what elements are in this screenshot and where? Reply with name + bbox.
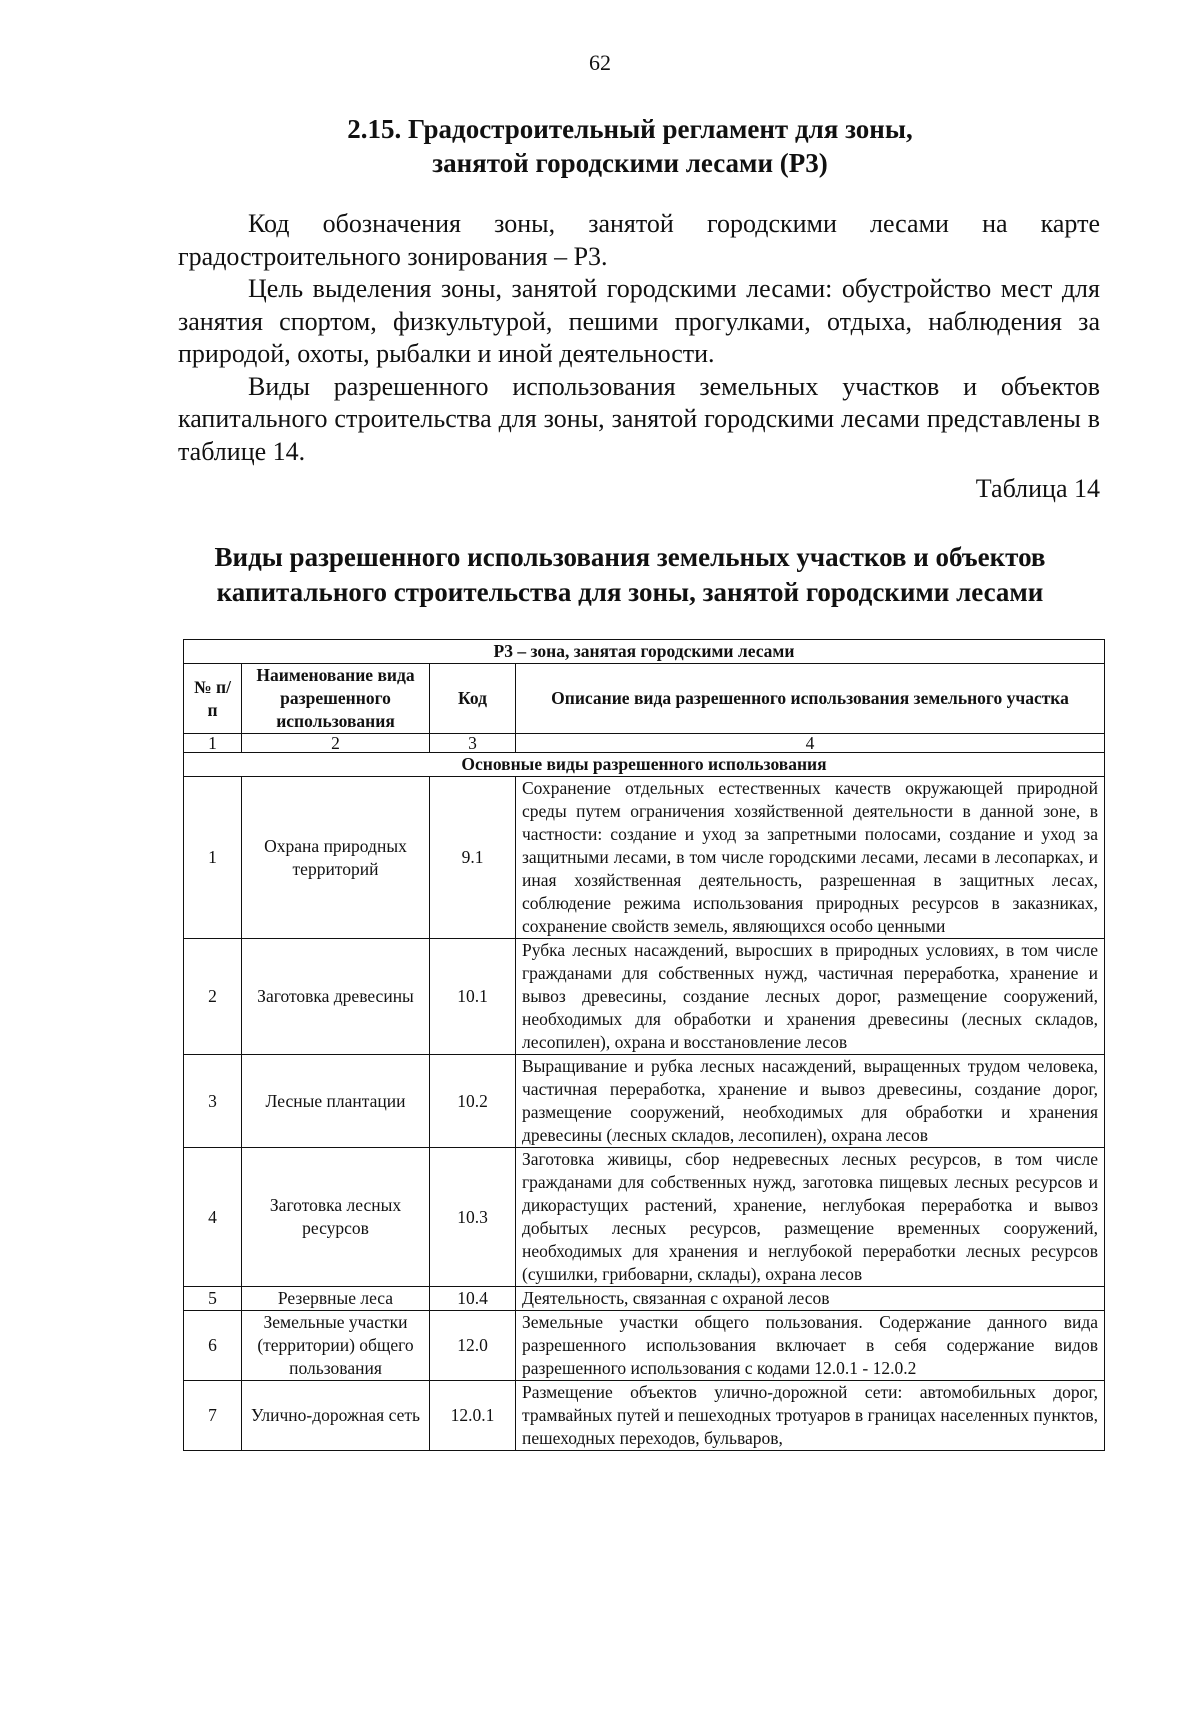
body-text xyxy=(178,208,1100,468)
section-title-line-1: 2.15. Градостроительный регламент для зоны, xyxy=(347,114,913,144)
row-use-name: Земельные участки (территории) общего пользования xyxy=(242,1311,430,1381)
row-use-name: Охрана природных территорий xyxy=(242,777,430,939)
paragraph-table-reference: Виды разрешенного использования земельных участков и объектов капитального строительства для зоны, занятой городскими лесами представлены в таблице 14. xyxy=(178,371,1100,466)
row-code: 10.1 xyxy=(430,939,516,1055)
row-description: Деятельность, связанная с охраной лесов xyxy=(516,1287,1105,1311)
section-header-row xyxy=(184,753,1105,777)
column-header-description: Описание вида разрешенного использования земельного участка xyxy=(516,664,1105,734)
row-use-name: Заготовка лесных ресурсов xyxy=(242,1148,430,1287)
table-title xyxy=(130,540,1130,610)
row-description: Рубка лесных насаждений, выросших в природных условиях, в том числе гражданами для собственных нужд, частичная переработка, хранение и вывоз древесины, создание лесных дорог, размещение сооружений, необходимых для обработки и хранения древесины (лесных складов, лесопилен), охрана и восстановление лесов xyxy=(516,939,1105,1055)
row-description: Сохранение отдельных естественных качеств окружающей природной среды путем ограничения хозяйственной деятельности в данной зоне, в частности: создание и уход за запретными полосами, создание и уход за защитными лесами, в том числе городскими лесами, лесами в лесопарках, и иная хозяйственная деятельность, разрешенная в защитных лесах, соблюдение режима использования природных ресурсов в заказниках, сохранение свойств земель, являющихся особо ценными xyxy=(516,777,1105,939)
row-number: 2 xyxy=(184,939,242,1055)
row-number: 3 xyxy=(184,1055,242,1148)
row-description: Заготовка живицы, сбор недревесных лесных ресурсов, в том числе гражданами для собственных нужд, заготовка пищевых лесных ресурсов и дикорастущих растений, хранение, неглубокая переработка и вывоз добытых лесных ресурсов, размещение временных сооружений, необходимых для хранения и неглубокой переработки лесных ресурсов (сушилки, грибоварни, склады), охрана лесов xyxy=(516,1148,1105,1287)
zone-header: Р3 – зона, занятая городскими лесами xyxy=(184,640,1105,664)
column-header-code: Код xyxy=(430,664,516,734)
table-title-line-2: капитального строительства для зоны, занятой городскими лесами xyxy=(216,577,1044,607)
row-code: 10.3 xyxy=(430,1148,516,1287)
column-number: 4 xyxy=(516,734,1105,753)
row-code: 10.2 xyxy=(430,1055,516,1148)
zone-header-row xyxy=(184,640,1105,664)
row-number: 7 xyxy=(184,1381,242,1451)
row-code: 9.1 xyxy=(430,777,516,939)
section-title xyxy=(250,112,1010,180)
table-row xyxy=(184,1287,1105,1311)
row-description: Размещение объектов улично-дорожной сети: автомобильных дорог, трамвайных путей и пешеходных тротуаров в границах населенных пунктов, пешеходных переходов, бульваров, xyxy=(516,1381,1105,1451)
row-use-name: Заготовка древесины xyxy=(242,939,430,1055)
table-row xyxy=(184,939,1105,1055)
land-use-table xyxy=(183,639,1105,1451)
row-description: Выращивание и рубка лесных насаждений, выращенных трудом человека, частичная переработка, хранение и вывоз древесины, создание дорог, размещение сооружений, необходимых для обработки и хранения древесины (лесных складов, лесопилен), охрана лесов xyxy=(516,1055,1105,1148)
column-header-number: № п/п xyxy=(184,664,242,734)
row-number: 6 xyxy=(184,1311,242,1381)
column-number: 2 xyxy=(242,734,430,753)
row-code: 12.0.1 xyxy=(430,1381,516,1451)
column-number-row xyxy=(184,734,1105,753)
section-title-line-2: занятой городскими лесами (Р3) xyxy=(432,148,828,178)
row-number: 4 xyxy=(184,1148,242,1287)
column-number: 3 xyxy=(430,734,516,753)
row-code: 12.0 xyxy=(430,1311,516,1381)
row-use-name: Улично-дорожная сеть xyxy=(242,1381,430,1451)
row-code: 10.4 xyxy=(430,1287,516,1311)
row-number: 1 xyxy=(184,777,242,939)
table-row xyxy=(184,1381,1105,1451)
row-number: 5 xyxy=(184,1287,242,1311)
table-caption: Таблица 14 xyxy=(975,474,1100,503)
paragraph-zone-code: Код обозначения зоны, занятой городскими лесами на карте градостроительного зонирования – Р3. xyxy=(178,209,1100,271)
row-description: Земельные участки общего пользования. Содержание данного вида разрешенного использования включает в себя содержание видов разрешенного использования с кодами 12.0.1 - 12.0.2 xyxy=(516,1311,1105,1381)
table-row xyxy=(184,1311,1105,1381)
column-header-name: Наименование вида разрешенного использования xyxy=(242,664,430,734)
page-number: 62 xyxy=(589,50,611,75)
table-row xyxy=(184,1148,1105,1287)
row-use-name: Резервные леса xyxy=(242,1287,430,1311)
column-number: 1 xyxy=(184,734,242,753)
table-row xyxy=(184,1055,1105,1148)
table-title-line-1: Виды разрешенного использования земельных участков и объектов xyxy=(214,542,1046,572)
row-use-name: Лесные плантации xyxy=(242,1055,430,1148)
section-header: Основные виды разрешенного использования xyxy=(184,753,1105,777)
column-header-row xyxy=(184,664,1105,734)
paragraph-zone-purpose: Цель выделения зоны, занятой городскими лесами: обустройство мест для занятия спортом, физкультурой, пешими прогулками, отдыха, наблюдения за природой, охоты, рыбалки и иной деятельности. xyxy=(178,274,1100,368)
table-row xyxy=(184,777,1105,939)
